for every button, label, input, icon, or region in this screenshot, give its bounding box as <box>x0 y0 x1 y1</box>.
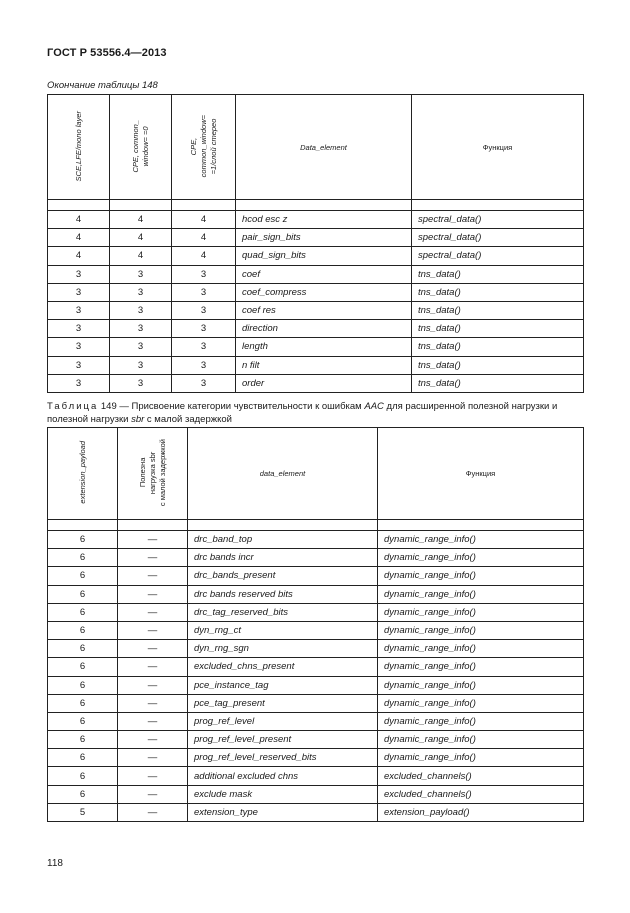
table-header-row <box>48 428 584 520</box>
table-cell-text: dyn_rng_sgn <box>188 640 378 658</box>
header-extension-payload: extension_payload <box>48 428 118 520</box>
table-cell-text: exclude mask <box>188 785 378 803</box>
table-149-caption: Таблица 149 — Присвоение категории чувствительности к ошибкам AAC для расширенной полезной нагрузки и полезной нагрузки sbr с малой задержкой <box>47 401 558 425</box>
table-cell-number: 6 <box>48 694 118 712</box>
table-cell-text: tns_data() <box>412 265 584 283</box>
table-row <box>48 640 584 658</box>
table-cell-text: prog_ref_level_reserved_bits <box>188 749 378 767</box>
table-row <box>48 356 584 374</box>
table-cell-number: 6 <box>48 567 118 585</box>
table-row <box>48 374 584 392</box>
table-cell-text: tns_data() <box>412 356 584 374</box>
table-cell-number: 3 <box>48 374 110 392</box>
table-row <box>48 567 584 585</box>
table-cell-number: — <box>118 585 188 603</box>
table-cell-number: 3 <box>110 320 172 338</box>
table-cell-number: 3 <box>48 320 110 338</box>
table-cell-number: 3 <box>48 338 110 356</box>
table-cell-number: 6 <box>48 640 118 658</box>
table-cell-number: — <box>118 767 188 785</box>
table-cell-number: 6 <box>48 621 118 639</box>
table-cell-number: — <box>118 676 188 694</box>
table-cell-text: drc_tag_reserved_bits <box>188 603 378 621</box>
table-cell-text: dynamic_range_info() <box>378 621 584 639</box>
table-cell-text: drc_band_top <box>188 531 378 549</box>
table-cell-number: 6 <box>48 731 118 749</box>
table-row <box>48 283 584 301</box>
table-cell-text: coef res <box>236 301 412 319</box>
table-cell-number: 4 <box>48 247 110 265</box>
table-cell-number: 6 <box>48 785 118 803</box>
table-row <box>48 621 584 639</box>
table-row <box>48 229 584 247</box>
table-row <box>48 549 584 567</box>
table-row <box>48 247 584 265</box>
table-148-caption: Окончание таблицы 148 <box>47 80 158 91</box>
table-cell-number: 6 <box>48 549 118 567</box>
table-cell-text: dynamic_range_info() <box>378 749 584 767</box>
table-cell-text: dynamic_range_info() <box>378 676 584 694</box>
table-148 <box>47 94 584 393</box>
table-cell-number: 3 <box>110 374 172 392</box>
table-cell-number: 3 <box>172 374 236 392</box>
table-row <box>48 803 584 821</box>
table-row <box>48 320 584 338</box>
table-cell-number: 4 <box>172 211 236 229</box>
table-cell-text: direction <box>236 320 412 338</box>
table-cell-text: order <box>236 374 412 392</box>
table-cell-number: 3 <box>110 265 172 283</box>
table-cell-text: dynamic_range_info() <box>378 603 584 621</box>
table-row <box>48 265 584 283</box>
table-cell-text: dyn_rng_ct <box>188 621 378 639</box>
table-cell-number: 6 <box>48 531 118 549</box>
table-149 <box>47 427 584 822</box>
table-cell-text: pair_sign_bits <box>236 229 412 247</box>
header-cpe-window-1: CPE, common_window= =1/слой стерео <box>172 95 236 200</box>
header-sce-lfe: SCE,LFE/mono layer <box>48 95 110 200</box>
table-row <box>48 767 584 785</box>
table-row <box>48 211 584 229</box>
table-cell-number: 6 <box>48 585 118 603</box>
table-cell-text: n filt <box>236 356 412 374</box>
table-cell-number: 5 <box>48 803 118 821</box>
table-row <box>48 338 584 356</box>
table-cell-text: hcod esc z <box>236 211 412 229</box>
table-cell-number: — <box>118 785 188 803</box>
table-cell-text: drc_bands_present <box>188 567 378 585</box>
header-sbr-payload: Полезна нагрузка sbr с малой задержкой <box>118 428 188 520</box>
table-header-row <box>48 95 584 200</box>
table-cell-number: 4 <box>48 211 110 229</box>
table-row <box>48 676 584 694</box>
table-cell-text: tns_data() <box>412 374 584 392</box>
table-row <box>48 749 584 767</box>
header-function: Функция <box>378 428 584 520</box>
table-cell-text: extension_type <box>188 803 378 821</box>
table-cell-number: 3 <box>172 356 236 374</box>
table-cell-text: spectral_data() <box>412 229 584 247</box>
table-row <box>48 585 584 603</box>
table-cell-text: dynamic_range_info() <box>378 549 584 567</box>
table-cell-number: — <box>118 658 188 676</box>
header-function: Функция <box>412 95 584 200</box>
table-cell-text: additional excluded chns <box>188 767 378 785</box>
table-cell-number: 3 <box>48 356 110 374</box>
table-cell-text: dynamic_range_info() <box>378 567 584 585</box>
table-cell-number: 3 <box>48 265 110 283</box>
table-cell-text: excluded_channels() <box>378 767 584 785</box>
table-cell-number: 3 <box>172 320 236 338</box>
table-cell-number: 4 <box>110 247 172 265</box>
table-cell-number: — <box>118 712 188 730</box>
table-cell-number: — <box>118 749 188 767</box>
table-cell-number: 3 <box>172 301 236 319</box>
table-cell-number: — <box>118 603 188 621</box>
table-cell-number: 4 <box>172 229 236 247</box>
table-cell-text: excluded_chns_present <box>188 658 378 676</box>
table-cell-number: 3 <box>172 338 236 356</box>
table-cell-text: extension_payload() <box>378 803 584 821</box>
table-cell-number: 3 <box>110 283 172 301</box>
table-cell-text: tns_data() <box>412 283 584 301</box>
table-cell-text: tns_data() <box>412 338 584 356</box>
table-cell-text: dynamic_range_info() <box>378 658 584 676</box>
header-cpe-window-0: CPE, common_ window= =0 <box>110 95 172 200</box>
table-cell-number: — <box>118 694 188 712</box>
table-row <box>48 785 584 803</box>
table-row <box>48 603 584 621</box>
document-header: ГОСТ Р 53556.4—2013 <box>47 47 167 59</box>
table-cell-number: — <box>118 731 188 749</box>
table-cell-number: — <box>118 549 188 567</box>
page-number: 118 <box>47 858 63 869</box>
table-cell-text: tns_data() <box>412 301 584 319</box>
table-cell-text: prog_ref_level_present <box>188 731 378 749</box>
table-cell-number: — <box>118 621 188 639</box>
table-cell-text: pce_tag_present <box>188 694 378 712</box>
table-cell-text: dynamic_range_info() <box>378 731 584 749</box>
table-cell-number: 4 <box>172 247 236 265</box>
table-cell-number: — <box>118 640 188 658</box>
table-cell-text: dynamic_range_info() <box>378 694 584 712</box>
table-cell-number: 6 <box>48 603 118 621</box>
table-cell-text: dynamic_range_info() <box>378 531 584 549</box>
table-cell-number: 3 <box>110 301 172 319</box>
table-row <box>48 731 584 749</box>
table-cell-number: 3 <box>110 338 172 356</box>
table-cell-text: dynamic_range_info() <box>378 640 584 658</box>
table-cell-number: 6 <box>48 767 118 785</box>
table-cell-number: — <box>118 803 188 821</box>
table-cell-text: excluded_channels() <box>378 785 584 803</box>
table-cell-text: dynamic_range_info() <box>378 712 584 730</box>
table-cell-number: 3 <box>48 283 110 301</box>
table-cell-number: 6 <box>48 749 118 767</box>
table-cell-text: quad_sign_bits <box>236 247 412 265</box>
table-cell-number: 3 <box>48 301 110 319</box>
table-row <box>48 712 584 730</box>
table-cell-number: 6 <box>48 676 118 694</box>
table-cell-text: pce_instance_tag <box>188 676 378 694</box>
table-cell-number: 4 <box>110 229 172 247</box>
table-row <box>48 658 584 676</box>
table-cell-number: 3 <box>172 265 236 283</box>
table-cell-text: prog_ref_level <box>188 712 378 730</box>
table-cell-number: 4 <box>48 229 110 247</box>
table-cell-text: spectral_data() <box>412 211 584 229</box>
table-cell-number: 6 <box>48 712 118 730</box>
table-row <box>48 531 584 549</box>
table-cell-number: — <box>118 531 188 549</box>
header-data-element: data_element <box>188 428 378 520</box>
table-cell-text: coef <box>236 265 412 283</box>
table-cell-text: length <box>236 338 412 356</box>
table-cell-text: coef_compress <box>236 283 412 301</box>
table-row <box>48 301 584 319</box>
table-cell-number: 4 <box>110 211 172 229</box>
table-cell-number: 6 <box>48 658 118 676</box>
table-cell-text: tns_data() <box>412 320 584 338</box>
table-cell-text: drc bands reserved bits <box>188 585 378 603</box>
table-cell-text: drc bands incr <box>188 549 378 567</box>
table-cell-text: dynamic_range_info() <box>378 585 584 603</box>
header-data-element: Data_element <box>236 95 412 200</box>
table-cell-text: spectral_data() <box>412 247 584 265</box>
table-cell-number: 3 <box>172 283 236 301</box>
table-row <box>48 694 584 712</box>
table-cell-number: — <box>118 567 188 585</box>
table-cell-number: 3 <box>110 356 172 374</box>
